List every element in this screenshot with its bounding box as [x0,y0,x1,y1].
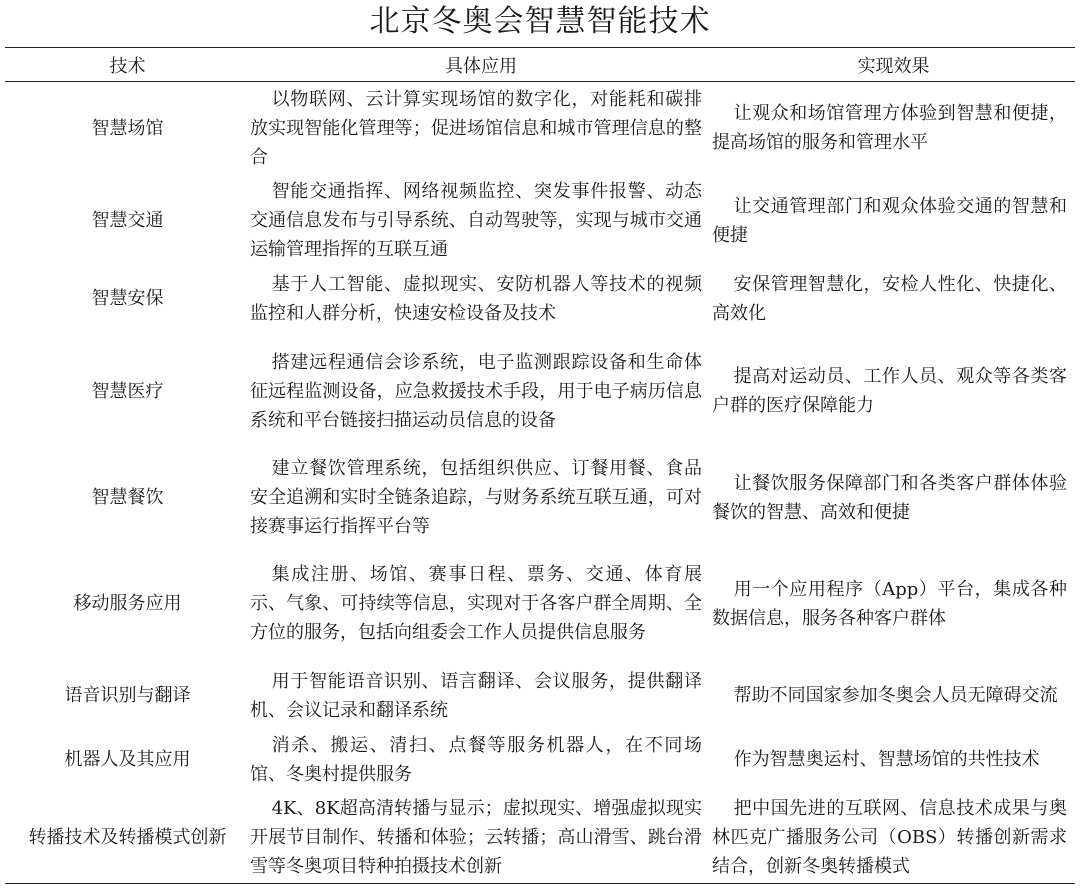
cell-technology: 智慧餐饮 [91,487,164,508]
table-row [5,664,1075,728]
cell-technology: 智慧交通 [91,210,164,231]
cell-effect: 作为智慧奥运村、智慧场馆的共性技术 [733,749,1040,770]
cell-technology: 移动服务应用 [73,593,182,614]
table-row [5,331,1075,452]
cell-effect: 让交通管理部门和观众体验交通的智慧和便捷 [712,195,1067,246]
cell-effect: 让餐饮服务保障部门和各类客户群体体验餐饮的智慧、高效和便捷 [712,472,1067,523]
cell-application: 基于人工智能、虚拟现实、安防机器人等技术的视频监控和人群分析，快速安检设备及技术 [250,273,702,324]
header-application: 具体应用 [250,48,712,82]
cell-application: 4K、8K超高清转播与显示；虚拟现实、增强虚拟现实开展节目制作、转播和体验；云转播；高山滑雪、跳台滑雪等冬奥项目特种拍摄技术创新 [250,797,702,877]
header-row [5,48,1075,82]
cell-effect: 把中国先进的互联网、信息技术成果与奥林匹克广播服务公司（OBS）转播创新需求结合，创新冬奥转播模式 [712,797,1067,877]
table-row [5,544,1075,664]
cell-technology: 机器人及其应用 [64,749,191,770]
header-technology: 技术 [5,48,250,82]
table-row [5,267,1075,331]
table-row [5,175,1075,267]
cell-application: 集成注册、场馆、赛事日程、票务、交通、体育展示、气象、可持续等信息，实现对于各客户群全周期、全方位的服务，包括向组委会工作人员提供信息服务 [250,564,702,643]
table-title: 北京冬奥会智慧智能技术 [369,4,711,39]
cell-application: 建立餐饮管理系统，包括组织供应、订餐用餐、食品安全追溯和实时全链条追踪，与财务系统互联互通，可对接赛事运行指挥平台等 [250,458,702,537]
table-row [5,792,1075,884]
cell-technology: 转播技术及转播模式创新 [28,826,227,848]
cell-technology: 语音识别与翻译 [64,685,191,706]
cell-technology: 智慧医疗 [91,380,164,402]
cell-application: 智能交通指挥、网络视频监控、突发事件报警、动态交通信息发布与引导系统、自动驾驶等，实现与城市交通运输管理指挥的互联互通 [250,181,702,260]
cell-effect: 让观众和场馆管理方体验到智慧和便捷，提高场馆的服务和管理水平 [712,103,1067,154]
table-row [5,82,1075,175]
cell-effect: 安保管理智慧化，安检人性化、快捷化、高效化 [712,273,1067,324]
cell-application: 搭建远程通信会诊系统，电子监测跟踪设备和生命体征远程监测设备，应急救援技术手段，用于电子病历信息系统和平台链接扫描运动员信息的设备 [250,351,702,431]
technology-table [5,47,1075,884]
cell-effect: 提高对运动员、工作人员、观众等各类客户群的医疗保障能力 [712,366,1067,416]
cell-technology: 智慧场馆 [91,117,164,139]
cell-technology: 智慧安保 [91,288,164,309]
table-row [5,452,1075,544]
cell-application: 以物联网、云计算实现场馆的数字化，对能耗和碳排放实现智能化管理等；促进场馆信息和城市管理信息的整合 [250,88,702,168]
cell-effect: 帮助不同国家参加冬奥会人员无障碍交流 [733,685,1058,706]
cell-application: 用于智能语音识别、语言翻译、会议服务，提供翻译机、会议记录和翻译系统 [250,670,702,721]
table-row [5,728,1075,792]
header-effect: 实现效果 [712,48,1075,82]
cell-effect: 用一个应用程序（App）平台，集成各种数据信息，服务各种客户群体 [712,578,1067,629]
cell-application: 消杀、搬运、清扫、点餐等服务机器人，在不同场馆、冬奥村提供服务 [250,734,702,785]
